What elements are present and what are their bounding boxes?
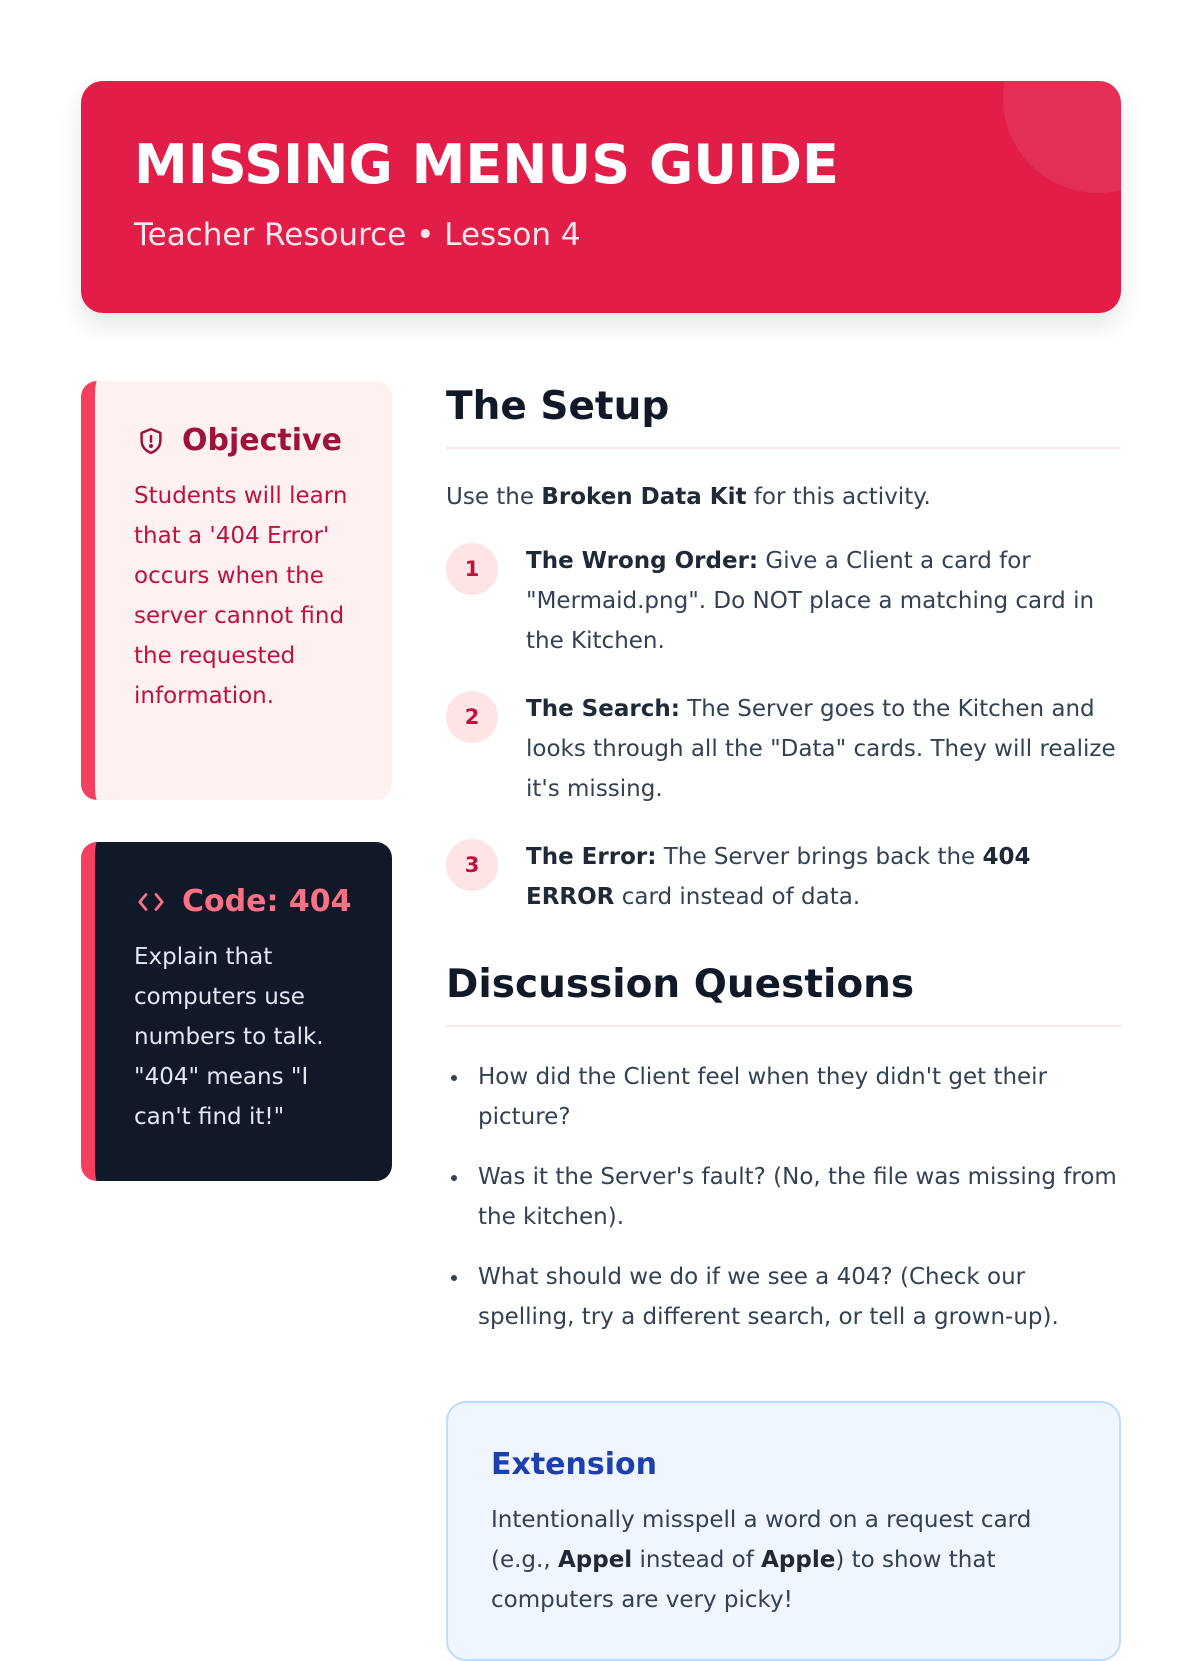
step-description: The Server goes to the Kitchen and looks through all the "Data" cards. They will realize it's missing. xyxy=(526,696,1116,802)
step-text xyxy=(526,689,1121,809)
section-divider xyxy=(446,1025,1121,1027)
extension-text xyxy=(491,1500,1079,1620)
code-header xyxy=(134,884,362,919)
question-item: Was it the Server's fault? (No, the file was missing from the kitchen). xyxy=(478,1157,1121,1237)
objective-text: Students will learn that a '404 Error' occurs when the server cannot find the requested information. xyxy=(134,483,348,709)
step-label: The Search: xyxy=(526,696,680,722)
step-label: The Error: xyxy=(526,844,657,870)
objective-title: Objective xyxy=(182,423,342,458)
objective-header xyxy=(134,423,362,458)
page-header xyxy=(81,81,1121,313)
step-number-badge: 1 xyxy=(446,543,498,595)
questions-list xyxy=(446,1057,1121,1337)
step-text xyxy=(526,837,1121,917)
page-subtitle: Teacher Resource • Lesson 4 xyxy=(134,217,581,253)
step-text xyxy=(526,541,1121,661)
step-item xyxy=(446,837,1121,917)
code-card xyxy=(81,842,392,1181)
step-description: The Server brings back the xyxy=(656,844,983,870)
setup-section xyxy=(446,381,1121,917)
step-item xyxy=(446,541,1121,661)
shield-icon xyxy=(134,424,168,458)
extension-card xyxy=(446,1401,1121,1661)
setup-intro xyxy=(446,479,1121,515)
discussion-title: Discussion Questions xyxy=(446,962,915,1007)
misspelled-word: Appel xyxy=(557,1547,633,1573)
step-description: Give a Client a card for "Mermaid.png". Do NOT place a matching card in the Kitchen. xyxy=(526,548,1095,654)
intro-prefix: Use the xyxy=(446,484,542,510)
page-title: MISSING MENUS GUIDE xyxy=(134,133,839,196)
intro-kit-name: Broken Data Kit xyxy=(541,484,747,510)
extension-suffix: ) to show that computers are very picky! xyxy=(491,1547,996,1613)
question-item: How did the Client feel when they didn't get their picture? xyxy=(478,1057,1121,1137)
error-code: 404 ERROR xyxy=(526,844,1031,910)
step-number-badge: 3 xyxy=(446,839,498,891)
step-item xyxy=(446,689,1121,809)
setup-title: The Setup xyxy=(446,384,670,429)
section-divider xyxy=(446,447,1121,449)
extension-title: Extension xyxy=(491,1447,657,1482)
header-decoration xyxy=(1003,81,1121,193)
correct-word: Apple xyxy=(761,1547,836,1573)
code-title: Code: 404 xyxy=(182,884,352,919)
steps-list xyxy=(446,541,1121,917)
extension-middle: instead of xyxy=(632,1547,762,1573)
step-label: The Wrong Order: xyxy=(526,548,759,574)
code-icon xyxy=(134,885,168,919)
discussion-section xyxy=(446,959,1121,1337)
code-text: Explain that computers use numbers to talk. "404" means "I can't find it!" xyxy=(134,944,324,1130)
extension-prefix: Intentionally misspell a word on a request card (e.g., xyxy=(491,1507,1032,1573)
intro-suffix: for this activity. xyxy=(746,484,931,510)
step-description-end: card instead of data. xyxy=(614,884,861,910)
sidebar xyxy=(81,381,392,1181)
main-content xyxy=(446,381,1121,1357)
step-number-badge: 2 xyxy=(446,691,498,743)
question-item: What should we do if we see a 404? (Check our spelling, try a different search, or tell a grown-up). xyxy=(478,1257,1121,1337)
objective-card xyxy=(81,381,392,800)
